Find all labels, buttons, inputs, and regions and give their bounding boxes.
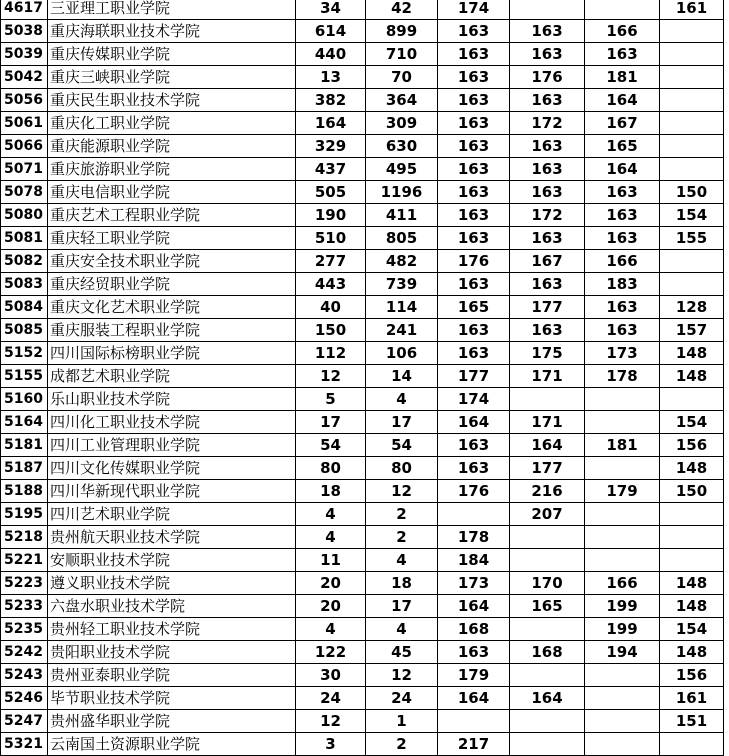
score-col-2-cell: 165 [510, 595, 585, 618]
count-col-1-cell: 164 [296, 112, 366, 135]
score-col-4-cell [660, 135, 724, 158]
school-code-cell: 5164 [1, 411, 48, 434]
table-row [1, 572, 724, 595]
school-code-cell: 5085 [1, 319, 48, 342]
score-col-1-cell: 163 [438, 204, 510, 227]
table-row [1, 687, 724, 710]
table-row [1, 20, 724, 43]
score-col-3-cell: 194 [585, 641, 660, 664]
count-col-1-cell: 11 [296, 549, 366, 572]
count-col-1-cell: 24 [296, 687, 366, 710]
score-col-4-cell: 155 [660, 227, 724, 250]
school-code-cell: 5188 [1, 480, 48, 503]
school-name-cell: 贵州轻工职业技术学院 [48, 618, 296, 641]
score-col-3-cell: 199 [585, 618, 660, 641]
score-col-2-cell [510, 0, 585, 20]
score-col-2-cell: 171 [510, 365, 585, 388]
count-col-2-cell: 4 [366, 618, 438, 641]
school-name-cell: 四川国际标榜职业学院 [48, 342, 296, 365]
school-code-cell: 5042 [1, 66, 48, 89]
score-col-4-cell: 161 [660, 0, 724, 20]
count-col-2-cell: 45 [366, 641, 438, 664]
school-name-cell: 重庆艺术工程职业学院 [48, 204, 296, 227]
score-col-4-cell [660, 158, 724, 181]
count-col-1-cell: 30 [296, 664, 366, 687]
school-name-cell: 重庆三峡职业学院 [48, 66, 296, 89]
score-col-2-cell: 168 [510, 641, 585, 664]
table-row [1, 710, 724, 733]
score-col-2-cell [510, 733, 585, 756]
school-name-cell: 重庆海联职业技术学院 [48, 20, 296, 43]
score-col-1-cell: 165 [438, 296, 510, 319]
school-code-cell: 5218 [1, 526, 48, 549]
school-name-cell: 三亚理工职业学院 [48, 0, 296, 20]
score-col-1-cell: 163 [438, 342, 510, 365]
count-col-2-cell: 241 [366, 319, 438, 342]
count-col-2-cell: 70 [366, 66, 438, 89]
score-col-1-cell: 163 [438, 227, 510, 250]
count-col-1-cell: 329 [296, 135, 366, 158]
score-col-3-cell: 163 [585, 43, 660, 66]
score-col-1-cell: 164 [438, 411, 510, 434]
score-col-4-cell: 148 [660, 342, 724, 365]
score-col-1-cell [438, 710, 510, 733]
school-code-cell: 5078 [1, 181, 48, 204]
school-code-cell: 5233 [1, 595, 48, 618]
score-col-3-cell: 166 [585, 20, 660, 43]
school-name-cell: 四川工业管理职业学院 [48, 434, 296, 457]
score-col-2-cell [510, 388, 585, 411]
score-col-3-cell: 199 [585, 595, 660, 618]
count-col-2-cell: 739 [366, 273, 438, 296]
count-col-2-cell: 12 [366, 664, 438, 687]
score-col-3-cell [585, 526, 660, 549]
score-col-4-cell: 151 [660, 710, 724, 733]
school-name-cell: 贵州亚泰职业学院 [48, 664, 296, 687]
score-col-4-cell [660, 66, 724, 89]
count-col-1-cell: 5 [296, 388, 366, 411]
score-col-2-cell: 163 [510, 89, 585, 112]
school-name-cell: 贵阳职业技术学院 [48, 641, 296, 664]
score-col-1-cell: 176 [438, 250, 510, 273]
score-col-2-cell: 164 [510, 687, 585, 710]
count-col-2-cell: 4 [366, 388, 438, 411]
school-code-cell: 5152 [1, 342, 48, 365]
score-col-1-cell: 173 [438, 572, 510, 595]
count-col-1-cell: 510 [296, 227, 366, 250]
count-col-1-cell: 18 [296, 480, 366, 503]
count-col-2-cell: 12 [366, 480, 438, 503]
count-col-1-cell: 150 [296, 319, 366, 342]
score-col-4-cell [660, 112, 724, 135]
school-name-cell: 重庆安全技术职业学院 [48, 250, 296, 273]
score-col-3-cell: 167 [585, 112, 660, 135]
score-col-4-cell [660, 273, 724, 296]
score-col-1-cell: 163 [438, 20, 510, 43]
count-col-2-cell: 54 [366, 434, 438, 457]
school-code-cell: 5066 [1, 135, 48, 158]
table-row [1, 595, 724, 618]
count-col-2-cell: 1196 [366, 181, 438, 204]
school-code-cell: 5187 [1, 457, 48, 480]
count-col-2-cell: 495 [366, 158, 438, 181]
count-col-1-cell: 382 [296, 89, 366, 112]
score-col-3-cell: 163 [585, 204, 660, 227]
count-col-1-cell: 277 [296, 250, 366, 273]
count-col-2-cell: 80 [366, 457, 438, 480]
score-col-1-cell: 176 [438, 480, 510, 503]
count-col-1-cell: 190 [296, 204, 366, 227]
count-col-1-cell: 3 [296, 733, 366, 756]
count-col-1-cell: 17 [296, 411, 366, 434]
school-code-cell: 5083 [1, 273, 48, 296]
count-col-2-cell: 630 [366, 135, 438, 158]
score-col-2-cell [510, 618, 585, 641]
school-code-cell: 5084 [1, 296, 48, 319]
table-row [1, 181, 724, 204]
school-code-cell: 5082 [1, 250, 48, 273]
school-name-cell: 重庆电信职业学院 [48, 181, 296, 204]
count-col-1-cell: 34 [296, 0, 366, 20]
school-code-cell: 5039 [1, 43, 48, 66]
score-col-4-cell [660, 526, 724, 549]
score-col-2-cell: 177 [510, 457, 585, 480]
score-col-2-cell [510, 549, 585, 572]
score-col-1-cell: 168 [438, 618, 510, 641]
count-col-1-cell: 13 [296, 66, 366, 89]
school-code-cell: 5195 [1, 503, 48, 526]
table-row [1, 204, 724, 227]
score-col-1-cell: 164 [438, 687, 510, 710]
count-col-1-cell: 12 [296, 710, 366, 733]
score-col-3-cell: 166 [585, 250, 660, 273]
score-col-1-cell: 163 [438, 641, 510, 664]
count-col-2-cell: 482 [366, 250, 438, 273]
count-col-2-cell: 17 [366, 411, 438, 434]
score-col-2-cell: 177 [510, 296, 585, 319]
score-col-3-cell [585, 664, 660, 687]
score-col-2-cell: 164 [510, 434, 585, 457]
score-col-3-cell [585, 388, 660, 411]
score-col-1-cell: 184 [438, 549, 510, 572]
school-code-cell: 5246 [1, 687, 48, 710]
table-row [1, 89, 724, 112]
score-col-1-cell: 174 [438, 0, 510, 20]
score-col-4-cell [660, 549, 724, 572]
score-col-2-cell: 172 [510, 204, 585, 227]
school-name-cell: 重庆化工职业学院 [48, 112, 296, 135]
score-col-3-cell: 183 [585, 273, 660, 296]
score-col-1-cell: 163 [438, 135, 510, 158]
table-row [1, 549, 724, 572]
score-col-4-cell [660, 250, 724, 273]
count-col-1-cell: 12 [296, 365, 366, 388]
score-col-3-cell: 163 [585, 296, 660, 319]
school-name-cell: 重庆服装工程职业学院 [48, 319, 296, 342]
school-name-cell: 重庆民生职业技术学院 [48, 89, 296, 112]
school-name-cell: 四川华新现代职业学院 [48, 480, 296, 503]
score-col-3-cell [585, 687, 660, 710]
school-code-cell: 5181 [1, 434, 48, 457]
count-col-1-cell: 4 [296, 526, 366, 549]
score-col-3-cell [585, 0, 660, 20]
count-col-2-cell: 899 [366, 20, 438, 43]
table-row [1, 158, 724, 181]
score-col-2-cell: 163 [510, 20, 585, 43]
school-code-cell: 5221 [1, 549, 48, 572]
score-col-1-cell: 163 [438, 66, 510, 89]
school-name-cell: 重庆旅游职业学院 [48, 158, 296, 181]
score-col-1-cell: 163 [438, 89, 510, 112]
score-col-1-cell: 163 [438, 181, 510, 204]
score-col-2-cell: 163 [510, 135, 585, 158]
school-name-cell: 四川化工职业技术学院 [48, 411, 296, 434]
table-row [1, 388, 724, 411]
count-col-1-cell: 614 [296, 20, 366, 43]
score-col-1-cell: 178 [438, 526, 510, 549]
table-row [1, 664, 724, 687]
school-name-cell: 重庆轻工职业学院 [48, 227, 296, 250]
count-col-1-cell: 20 [296, 595, 366, 618]
school-code-cell: 5247 [1, 710, 48, 733]
score-col-3-cell: 163 [585, 181, 660, 204]
count-col-2-cell: 14 [366, 365, 438, 388]
school-code-cell: 5071 [1, 158, 48, 181]
school-code-cell: 5155 [1, 365, 48, 388]
table-body [1, 0, 724, 756]
table-row [1, 365, 724, 388]
school-name-cell: 毕节职业技术学院 [48, 687, 296, 710]
score-col-2-cell: 216 [510, 480, 585, 503]
count-col-2-cell: 4 [366, 549, 438, 572]
score-col-3-cell [585, 457, 660, 480]
count-col-1-cell: 40 [296, 296, 366, 319]
table-row [1, 733, 724, 756]
score-col-4-cell: 154 [660, 618, 724, 641]
score-col-2-cell: 176 [510, 66, 585, 89]
table-row [1, 411, 724, 434]
score-col-4-cell: 157 [660, 319, 724, 342]
count-col-2-cell: 1 [366, 710, 438, 733]
count-col-1-cell: 122 [296, 641, 366, 664]
score-col-3-cell [585, 503, 660, 526]
score-col-1-cell: 163 [438, 158, 510, 181]
score-col-4-cell: 128 [660, 296, 724, 319]
score-col-2-cell: 207 [510, 503, 585, 526]
score-col-4-cell: 148 [660, 595, 724, 618]
score-col-1-cell: 163 [438, 457, 510, 480]
count-col-2-cell: 710 [366, 43, 438, 66]
table-row [1, 66, 724, 89]
count-col-1-cell: 4 [296, 503, 366, 526]
school-name-cell: 重庆能源职业学院 [48, 135, 296, 158]
table-row [1, 112, 724, 135]
score-col-2-cell: 163 [510, 43, 585, 66]
count-col-1-cell: 505 [296, 181, 366, 204]
school-name-cell: 乐山职业技术学院 [48, 388, 296, 411]
count-col-2-cell: 18 [366, 572, 438, 595]
table-row [1, 135, 724, 158]
table-row [1, 273, 724, 296]
school-name-cell: 贵州盛华职业学院 [48, 710, 296, 733]
score-col-1-cell: 179 [438, 664, 510, 687]
score-col-3-cell: 179 [585, 480, 660, 503]
score-col-4-cell: 148 [660, 572, 724, 595]
score-col-2-cell: 163 [510, 273, 585, 296]
score-col-4-cell: 148 [660, 457, 724, 480]
school-name-cell: 四川文化传媒职业学院 [48, 457, 296, 480]
score-col-3-cell: 166 [585, 572, 660, 595]
school-code-cell: 5243 [1, 664, 48, 687]
count-col-2-cell: 2 [366, 526, 438, 549]
score-col-3-cell [585, 411, 660, 434]
score-col-3-cell: 164 [585, 158, 660, 181]
score-col-3-cell: 178 [585, 365, 660, 388]
count-col-1-cell: 112 [296, 342, 366, 365]
score-col-2-cell: 171 [510, 411, 585, 434]
table-row [1, 480, 724, 503]
table-row [1, 503, 724, 526]
count-col-1-cell: 54 [296, 434, 366, 457]
score-col-4-cell: 161 [660, 687, 724, 710]
school-code-cell: 5223 [1, 572, 48, 595]
score-col-1-cell: 177 [438, 365, 510, 388]
score-col-4-cell [660, 20, 724, 43]
school-code-cell: 5242 [1, 641, 48, 664]
score-col-4-cell [660, 733, 724, 756]
score-col-2-cell: 163 [510, 319, 585, 342]
table-row [1, 319, 724, 342]
school-name-cell: 遵义职业技术学院 [48, 572, 296, 595]
score-col-2-cell: 163 [510, 181, 585, 204]
score-col-3-cell: 181 [585, 434, 660, 457]
score-col-4-cell: 154 [660, 204, 724, 227]
count-col-2-cell: 364 [366, 89, 438, 112]
school-code-cell: 5056 [1, 89, 48, 112]
score-col-4-cell: 156 [660, 664, 724, 687]
score-col-4-cell [660, 503, 724, 526]
count-col-2-cell: 114 [366, 296, 438, 319]
count-col-1-cell: 437 [296, 158, 366, 181]
count-col-2-cell: 106 [366, 342, 438, 365]
count-col-1-cell: 443 [296, 273, 366, 296]
score-col-2-cell [510, 664, 585, 687]
score-col-2-cell [510, 710, 585, 733]
score-col-4-cell [660, 89, 724, 112]
score-col-1-cell: 163 [438, 43, 510, 66]
school-code-cell: 5160 [1, 388, 48, 411]
score-col-1-cell: 163 [438, 273, 510, 296]
school-name-cell: 重庆文化艺术职业学院 [48, 296, 296, 319]
count-col-2-cell: 309 [366, 112, 438, 135]
score-col-3-cell: 163 [585, 319, 660, 342]
table-row [1, 43, 724, 66]
school-code-cell: 5038 [1, 20, 48, 43]
score-col-3-cell: 164 [585, 89, 660, 112]
school-name-cell: 重庆传媒职业学院 [48, 43, 296, 66]
score-col-1-cell: 174 [438, 388, 510, 411]
count-col-1-cell: 4 [296, 618, 366, 641]
score-col-1-cell: 163 [438, 319, 510, 342]
score-col-2-cell: 175 [510, 342, 585, 365]
count-col-2-cell: 411 [366, 204, 438, 227]
count-col-2-cell: 24 [366, 687, 438, 710]
score-col-3-cell [585, 710, 660, 733]
score-col-2-cell: 172 [510, 112, 585, 135]
school-name-cell: 贵州航天职业技术学院 [48, 526, 296, 549]
school-code-cell: 5061 [1, 112, 48, 135]
school-code-cell: 5321 [1, 733, 48, 756]
score-col-2-cell [510, 526, 585, 549]
score-col-4-cell: 150 [660, 181, 724, 204]
count-col-1-cell: 440 [296, 43, 366, 66]
score-col-2-cell: 170 [510, 572, 585, 595]
count-col-2-cell: 805 [366, 227, 438, 250]
school-name-cell: 安顺职业技术学院 [48, 549, 296, 572]
score-col-4-cell [660, 43, 724, 66]
school-code-cell: 5235 [1, 618, 48, 641]
school-name-cell: 四川艺术职业学院 [48, 503, 296, 526]
school-name-cell: 重庆经贸职业学院 [48, 273, 296, 296]
table-row [1, 342, 724, 365]
score-col-4-cell: 148 [660, 641, 724, 664]
school-code-cell: 5081 [1, 227, 48, 250]
score-col-4-cell: 156 [660, 434, 724, 457]
score-col-1-cell: 164 [438, 595, 510, 618]
table-row [1, 0, 724, 20]
score-col-1-cell [438, 503, 510, 526]
score-col-2-cell: 163 [510, 227, 585, 250]
count-col-2-cell: 17 [366, 595, 438, 618]
table-row [1, 434, 724, 457]
table-row [1, 296, 724, 319]
school-name-cell: 六盘水职业技术学院 [48, 595, 296, 618]
table-row [1, 250, 724, 273]
count-col-2-cell: 2 [366, 503, 438, 526]
table-row [1, 526, 724, 549]
score-col-2-cell: 163 [510, 158, 585, 181]
table-row [1, 618, 724, 641]
score-col-4-cell: 154 [660, 411, 724, 434]
score-col-4-cell: 150 [660, 480, 724, 503]
score-col-3-cell [585, 733, 660, 756]
score-col-1-cell: 163 [438, 434, 510, 457]
score-col-1-cell: 217 [438, 733, 510, 756]
score-col-3-cell: 181 [585, 66, 660, 89]
score-col-3-cell: 173 [585, 342, 660, 365]
score-col-3-cell [585, 549, 660, 572]
score-col-2-cell: 167 [510, 250, 585, 273]
score-col-4-cell: 148 [660, 365, 724, 388]
count-col-1-cell: 20 [296, 572, 366, 595]
count-col-2-cell: 42 [366, 0, 438, 20]
score-col-3-cell: 163 [585, 227, 660, 250]
score-col-3-cell: 165 [585, 135, 660, 158]
table-row [1, 641, 724, 664]
score-col-1-cell: 163 [438, 112, 510, 135]
count-col-1-cell: 80 [296, 457, 366, 480]
school-code-cell: 5080 [1, 204, 48, 227]
table-row [1, 227, 724, 250]
school-code-cell: 4617 [1, 0, 48, 20]
score-col-4-cell [660, 388, 724, 411]
count-col-2-cell: 2 [366, 733, 438, 756]
school-name-cell: 成都艺术职业学院 [48, 365, 296, 388]
school-name-cell: 云南国土资源职业学院 [48, 733, 296, 756]
table-row [1, 457, 724, 480]
